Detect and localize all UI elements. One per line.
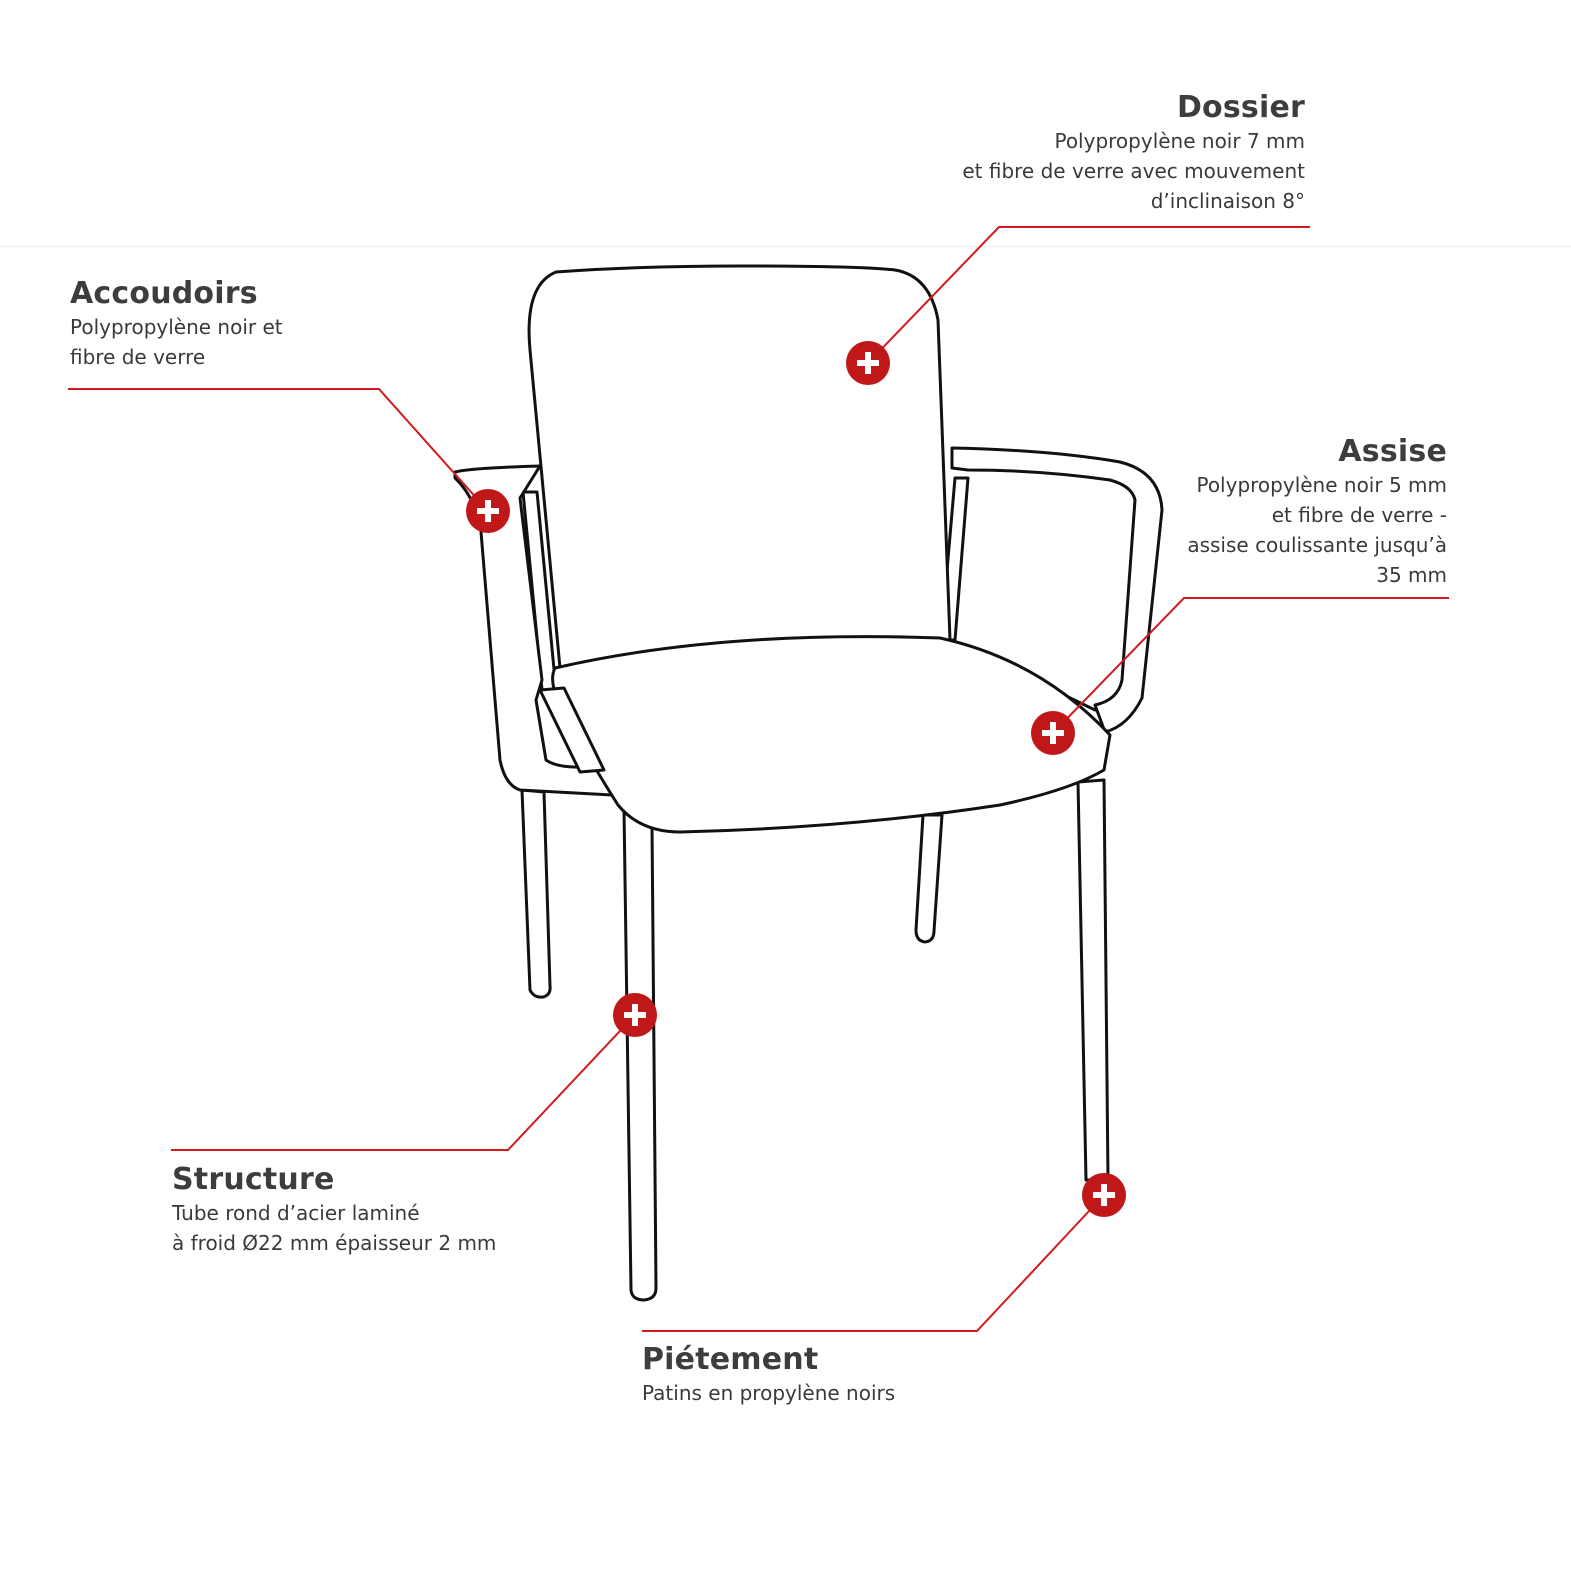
label-dossier [962, 90, 1305, 216]
leader-line-structure [171, 1015, 635, 1150]
label-accoudoirs [70, 276, 283, 372]
description-line: Polypropylène noir 7 mm [1054, 129, 1305, 153]
leader-line-accoudoirs [68, 389, 488, 511]
front-left-leg [624, 810, 656, 1300]
label-title: Dossier [1176, 90, 1305, 125]
label-structure [172, 1162, 496, 1258]
description-line: 35 mm [1376, 563, 1447, 587]
description-line: d’inclinaison 8° [1150, 189, 1305, 213]
label-title: Accoudoirs [70, 276, 258, 311]
chair-drawing [455, 266, 1162, 1300]
label-description [962, 126, 1305, 216]
description-line: Polypropylène noir et [70, 315, 283, 339]
description-line: Patins en propylène noirs [642, 1381, 896, 1405]
backrest-shell [529, 266, 950, 668]
description-line: Tube rond d’acier laminé [172, 1201, 420, 1225]
front-right-leg [1078, 780, 1108, 1180]
hotspot-pietement[interactable] [1082, 1173, 1126, 1217]
hotspot-dossier[interactable] [846, 341, 890, 385]
label-assise [1187, 434, 1447, 590]
label-description [172, 1198, 496, 1258]
label-description [70, 312, 283, 372]
hotspot-structure[interactable] [613, 993, 657, 1037]
description-line: et fibre de verre avec mouvement [962, 159, 1305, 183]
label-title: Structure [172, 1162, 335, 1197]
seat-shell [553, 637, 1110, 832]
hotspot-accoudoirs[interactable] [466, 489, 510, 533]
label-title: Piétement [642, 1342, 819, 1377]
rear-right-leg [916, 815, 942, 942]
hotspot-assise[interactable] [1031, 711, 1075, 755]
label-description [1187, 470, 1447, 590]
label-title: Assise [1338, 434, 1447, 469]
label-description [642, 1378, 895, 1408]
description-line: Polypropylène noir 5 mm [1196, 473, 1447, 497]
description-line: assise coulissante jusqu’à [1187, 533, 1447, 557]
rear-left-leg [522, 790, 550, 997]
description-line: fibre de verre [70, 345, 206, 369]
leader-line-pietement [642, 1195, 1104, 1331]
label-pietement [642, 1342, 895, 1408]
description-line: à froid Ø22 mm épaisseur 2 mm [172, 1231, 497, 1255]
description-line: et fibre de verre - [1271, 503, 1447, 527]
